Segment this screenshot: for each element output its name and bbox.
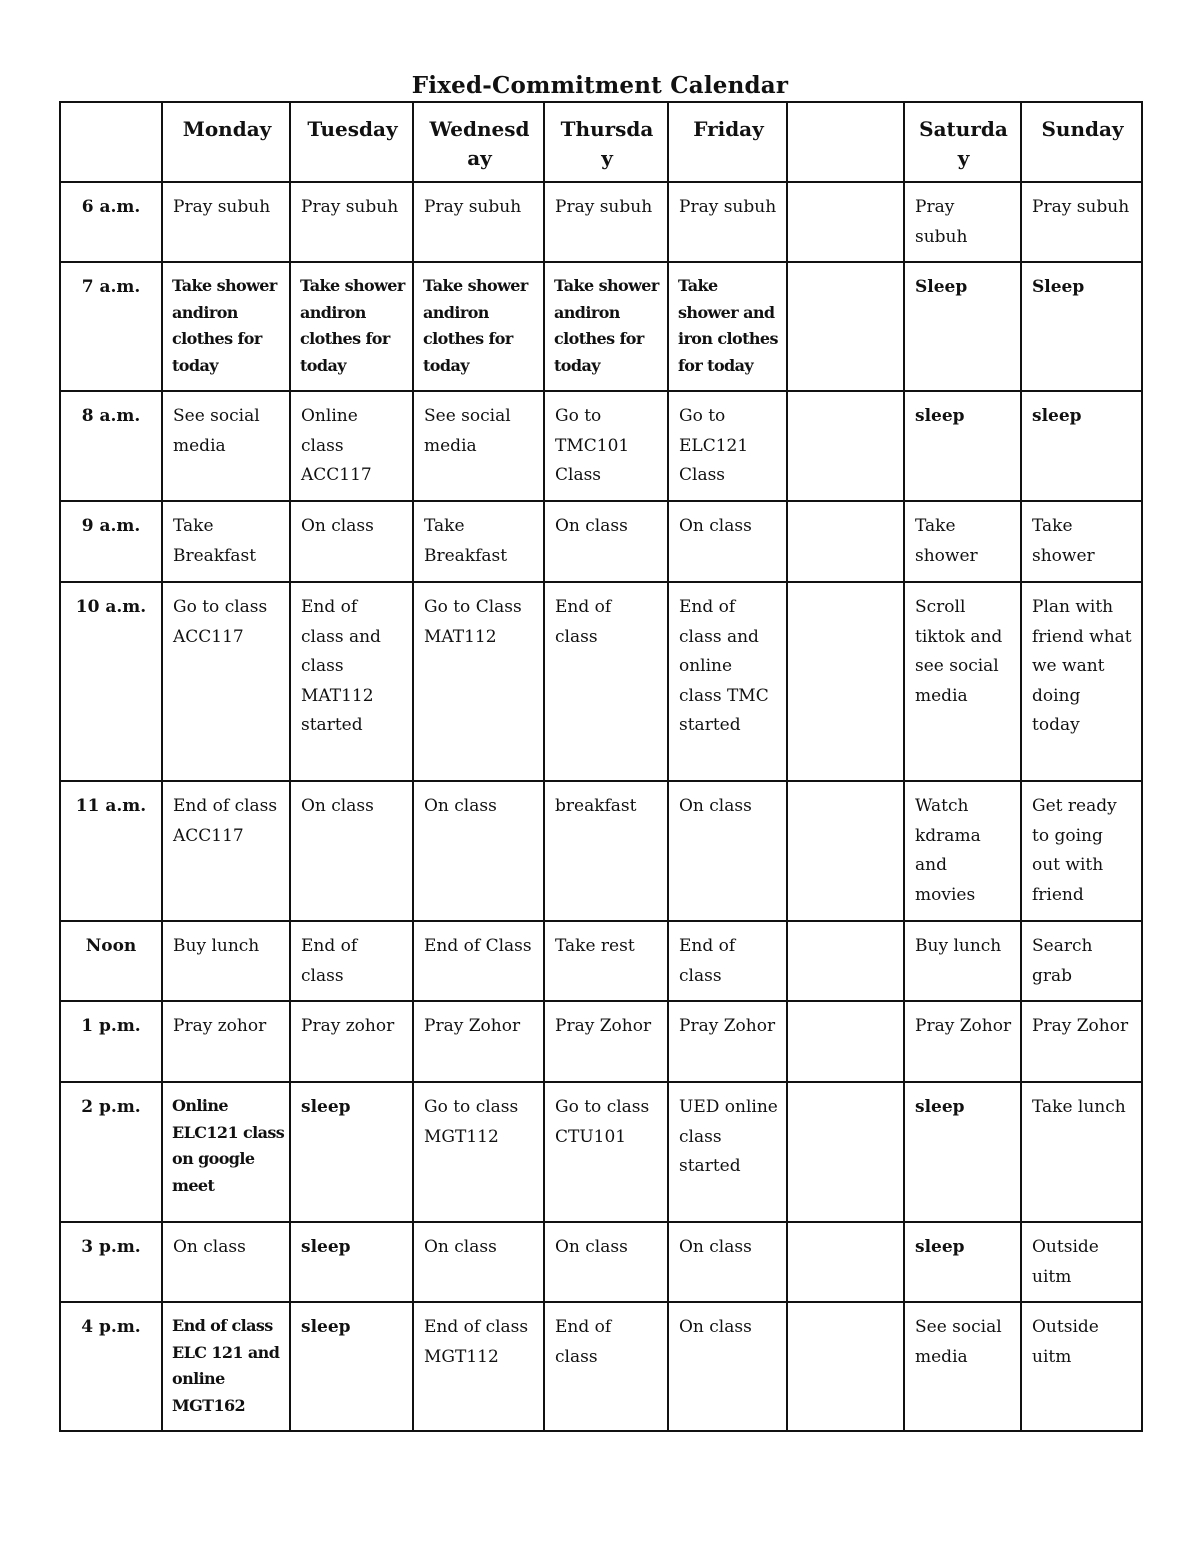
header-row — [60, 102, 1142, 182]
monday-cell: Pray subuh — [162, 182, 290, 262]
blank-cell — [787, 1222, 904, 1302]
thursday-cell: Pray Zohor — [544, 1001, 668, 1082]
wednesday-cell: Go to class MGT112 — [413, 1082, 544, 1222]
time-cell: 8 a.m. — [60, 391, 162, 501]
thursday-cell: breakfast — [544, 781, 668, 921]
saturday-cell: Sleep — [904, 262, 1021, 391]
blank-cell — [787, 182, 904, 262]
monday-cell: Take shower andiron clothes for today — [162, 262, 290, 391]
table-row — [60, 1001, 1142, 1082]
thursday-cell: Take shower andiron clothes for today — [544, 262, 668, 391]
tuesday-cell: sleep — [290, 1302, 413, 1431]
monday-cell: See social media — [162, 391, 290, 501]
table-row — [60, 1302, 1142, 1431]
tuesday-cell: On class — [290, 781, 413, 921]
saturday-cell: Watch kdrama and movies — [904, 781, 1021, 921]
friday-cell: Pray Zohor — [668, 1001, 787, 1082]
tuesday-cell: Pray zohor — [290, 1001, 413, 1082]
thursday-cell: Pray subuh — [544, 182, 668, 262]
wednesday-cell: Go to Class MAT112 — [413, 582, 544, 781]
time-cell: 7 a.m. — [60, 262, 162, 391]
friday-cell: End of class — [668, 921, 787, 1001]
monday-cell: Go to class ACC117 — [162, 582, 290, 781]
thursday-cell: Take rest — [544, 921, 668, 1001]
header-monday: Monday — [162, 102, 290, 182]
friday-cell: Go to ELC121 Class — [668, 391, 787, 501]
header-saturday: Saturday — [904, 102, 1021, 182]
header-blank — [787, 102, 904, 182]
friday-cell: Pray subuh — [668, 182, 787, 262]
table-row — [60, 501, 1142, 582]
sunday-cell: Pray Zohor — [1021, 1001, 1142, 1082]
sunday-cell: sleep — [1021, 391, 1142, 501]
saturday-cell: Buy lunch — [904, 921, 1021, 1001]
blank-cell — [787, 262, 904, 391]
table-row — [60, 781, 1142, 921]
monday-cell: On class — [162, 1222, 290, 1302]
sunday-cell: Plan with friend what we want doing today — [1021, 582, 1142, 781]
blank-cell — [787, 501, 904, 582]
table-row — [60, 921, 1142, 1001]
tuesday-cell: sleep — [290, 1222, 413, 1302]
table-row — [60, 262, 1142, 391]
friday-cell: On class — [668, 1222, 787, 1302]
thursday-cell: Go to TMC101 Class — [544, 391, 668, 501]
table-row — [60, 582, 1142, 781]
sunday-cell: Get ready to going out with friend — [1021, 781, 1142, 921]
saturday-cell: sleep — [904, 1222, 1021, 1302]
saturday-cell: sleep — [904, 1082, 1021, 1222]
wednesday-cell: Pray subuh — [413, 182, 544, 262]
friday-cell: On class — [668, 781, 787, 921]
friday-cell: UED online class started — [668, 1082, 787, 1222]
time-cell: 4 p.m. — [60, 1302, 162, 1431]
header-wednesday: Wednesday — [413, 102, 544, 182]
tuesday-cell: sleep — [290, 1082, 413, 1222]
wednesday-cell: End of class MGT112 — [413, 1302, 544, 1431]
table-row — [60, 391, 1142, 501]
monday-cell: Pray zohor — [162, 1001, 290, 1082]
table-row — [60, 182, 1142, 262]
saturday-cell: See social media — [904, 1302, 1021, 1431]
header-tuesday: Tuesday — [290, 102, 413, 182]
time-cell: 2 p.m. — [60, 1082, 162, 1222]
saturday-cell: sleep — [904, 391, 1021, 501]
monday-cell: End of class ACC117 — [162, 781, 290, 921]
sunday-cell: Pray subuh — [1021, 182, 1142, 262]
header-sunday: Sunday — [1021, 102, 1142, 182]
friday-cell: On class — [668, 1302, 787, 1431]
wednesday-cell: Take shower andiron clothes for today — [413, 262, 544, 391]
time-cell: 10 a.m. — [60, 582, 162, 781]
thursday-cell: On class — [544, 1222, 668, 1302]
wednesday-cell: Pray Zohor — [413, 1001, 544, 1082]
sunday-cell: Sleep — [1021, 262, 1142, 391]
calendar-table — [59, 101, 1143, 1432]
time-cell: 9 a.m. — [60, 501, 162, 582]
table-row — [60, 1222, 1142, 1302]
header-thursday: Thursday — [544, 102, 668, 182]
blank-cell — [787, 1082, 904, 1222]
blank-cell — [787, 582, 904, 781]
wednesday-cell: On class — [413, 781, 544, 921]
monday-cell: Take Breakfast — [162, 501, 290, 582]
sunday-cell: Outside uitm — [1021, 1222, 1142, 1302]
sunday-cell: Search grab — [1021, 921, 1142, 1001]
thursday-cell: On class — [544, 501, 668, 582]
wednesday-cell: End of Class — [413, 921, 544, 1001]
tuesday-cell: Take shower andiron clothes for today — [290, 262, 413, 391]
blank-cell — [787, 1001, 904, 1082]
tuesday-cell: On class — [290, 501, 413, 582]
blank-cell — [787, 391, 904, 501]
saturday-cell: Pray Zohor — [904, 1001, 1021, 1082]
header-friday: Friday — [668, 102, 787, 182]
time-cell: Noon — [60, 921, 162, 1001]
table-row — [60, 1082, 1142, 1222]
friday-cell: Take shower and iron clothes for today — [668, 262, 787, 391]
thursday-cell: Go to class CTU101 — [544, 1082, 668, 1222]
tuesday-cell: End of class and class MAT112 started — [290, 582, 413, 781]
blank-cell — [787, 921, 904, 1001]
tuesday-cell: Online class ACC117 — [290, 391, 413, 501]
thursday-cell: End of class — [544, 582, 668, 781]
blank-cell — [787, 781, 904, 921]
sunday-cell: Take lunch — [1021, 1082, 1142, 1222]
wednesday-cell: See social media — [413, 391, 544, 501]
sunday-cell: Take shower — [1021, 501, 1142, 582]
calendar-title: Fixed-Commitment Calendar — [411, 72, 789, 99]
friday-cell: On class — [668, 501, 787, 582]
monday-cell: Buy lunch — [162, 921, 290, 1001]
time-cell: 6 a.m. — [60, 182, 162, 262]
thursday-cell: End of class — [544, 1302, 668, 1431]
saturday-cell: Scroll tiktok and see social media — [904, 582, 1021, 781]
time-cell: 11 a.m. — [60, 781, 162, 921]
tuesday-cell: Pray subuh — [290, 182, 413, 262]
blank-cell — [787, 1302, 904, 1431]
monday-cell: Online ELC121 class on google meet — [162, 1082, 290, 1222]
saturday-cell: Pray subuh — [904, 182, 1021, 262]
saturday-cell: Take shower — [904, 501, 1021, 582]
time-cell: 3 p.m. — [60, 1222, 162, 1302]
wednesday-cell: Take Breakfast — [413, 501, 544, 582]
wednesday-cell: On class — [413, 1222, 544, 1302]
header-time — [60, 102, 162, 182]
tuesday-cell: End of class — [290, 921, 413, 1001]
time-cell: 1 p.m. — [60, 1001, 162, 1082]
friday-cell: End of class and online class TMC started — [668, 582, 787, 781]
sunday-cell: Outside uitm — [1021, 1302, 1142, 1431]
monday-cell: End of class ELC 121 and online MGT162 — [162, 1302, 290, 1431]
